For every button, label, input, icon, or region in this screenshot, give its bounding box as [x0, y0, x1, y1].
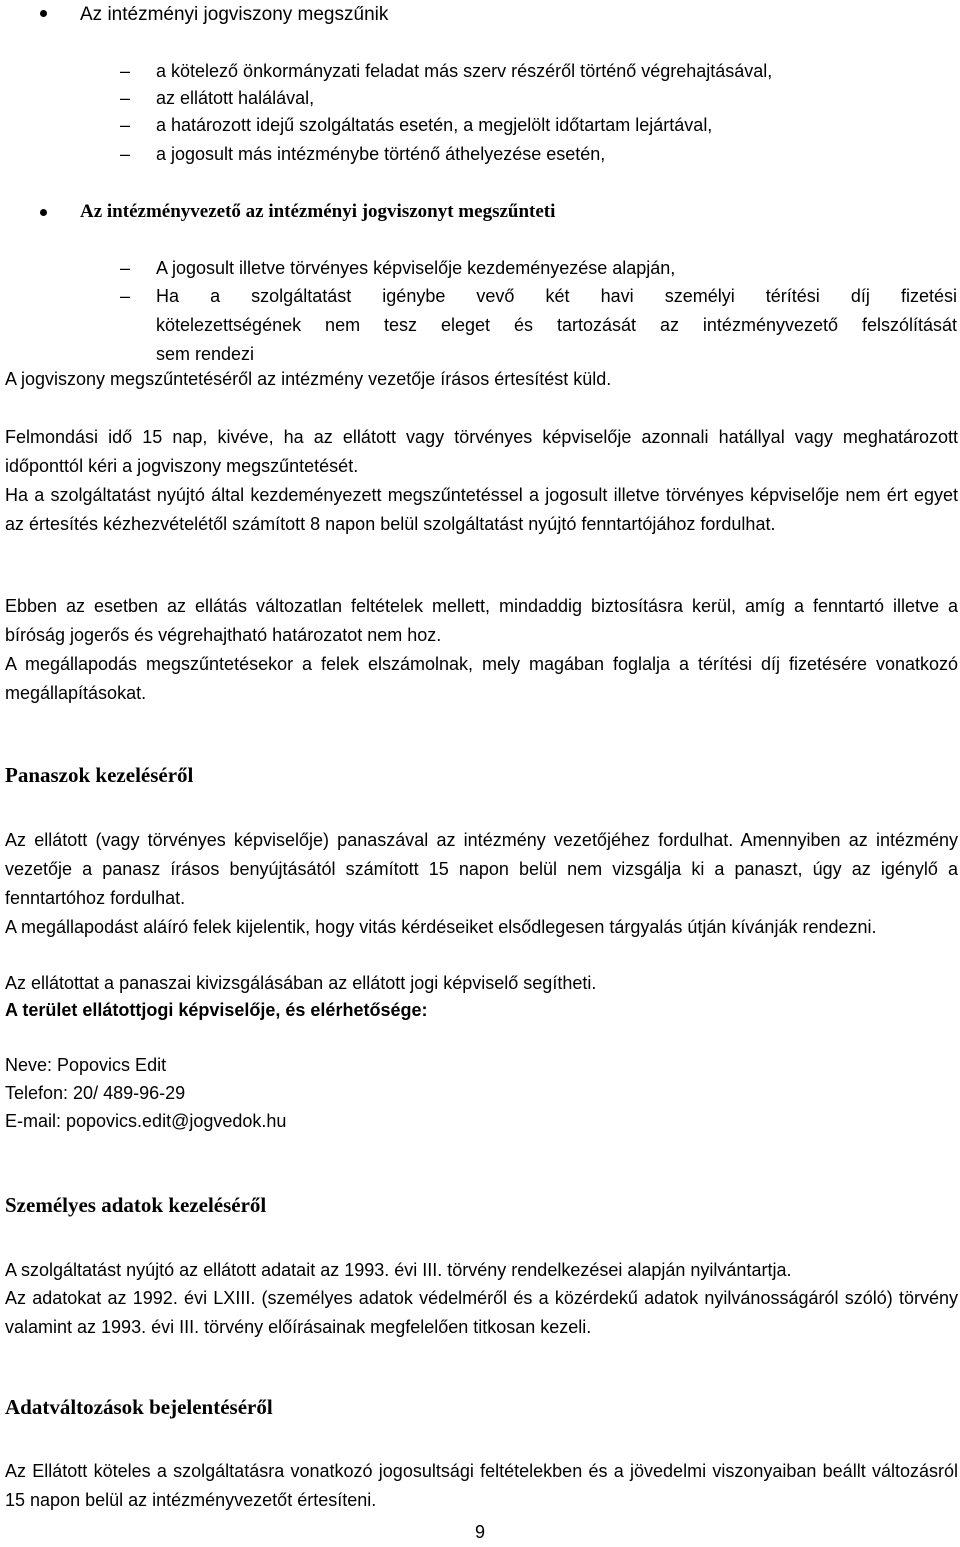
page-number: 9 [474, 1522, 485, 1542]
contact-name: Neve: Popovics Edit [5, 1055, 167, 1075]
section-heading: Panaszok kezeléséről [5, 763, 194, 787]
paragraph: Az ellátottat a panaszai kivizsgálásában az ellátott jogi képviselő segítheti. [5, 973, 597, 993]
list-item-continued: kötelezettségének nem tesz eleget és tartozását az intézményvezető felszólítását [156, 315, 957, 335]
section1-title: Az intézményi jogviszony megszűnik [80, 4, 389, 25]
paragraph: Az Ellátott köteles a szolgáltatásra vonatkozó jogosultsági feltételekben és a jövedelmi viszonyaiban beállt változásról 15 napon belül az intézményvezetőt értesíteni. [5, 1461, 958, 1510]
list-item: a jogosult más intézménybe történő áthelyezése esetén, [156, 144, 606, 164]
dash-icon: – [120, 61, 131, 81]
paragraph: A megállapodás megszűntetésekor a felek elszámolnak, mely magában foglalja a térítési díj fizetésére vonatkozó megállapításokat. [5, 654, 958, 703]
bullet-icon [40, 10, 47, 17]
list-item: Ha a szolgáltatást igénybe vevő két havi személyi térítési díj fizetési [156, 286, 957, 306]
paragraph: Ha a szolgáltatást nyújtó által kezdeményezett megszűntetéssel a jogosult illetve törvényes képviselője nem ért egyet az értesítés kézhezvételétől számított 8 napon belül szolgáltatást nyújtó fenntartójához fordulhat. [5, 485, 958, 534]
list-item: a kötelező önkormányzati feladat más szerv részéről történő végrehajtásával, [156, 61, 773, 81]
list-item-continued: sem rendezi [156, 344, 255, 364]
paragraph: Az adatokat az 1992. évi LXIII. (személyes adatok védelméről és a közérdekű adatok nyilvánosságáról szóló) törvény valamint az 1993. évi III. törvény előírásainak megfelelően titkosan kezeli. [5, 1288, 958, 1337]
contact-email: E-mail: popovics.edit@jogvedok.hu [5, 1111, 287, 1131]
section-heading: Adatváltozások bejelentéséről [5, 1395, 273, 1419]
paragraph: A megállapodást aláíró felek kijelentik, hogy vitás kérdéseiket elsődlegesen tárgyalás útján kívánják rendezni. [5, 917, 877, 937]
paragraph: Felmondási idő 15 nap, kivéve, ha az ellátott vagy törvényes képviselője azonnali hatállyal vagy meghatározott időponttól kéri a jogviszony megszűntetését. [5, 427, 958, 476]
dash-icon: – [120, 144, 131, 164]
section-heading: Személyes adatok kezeléséről [5, 1193, 267, 1217]
dash-icon: – [120, 258, 131, 278]
contact-phone: Telefon: 20/ 489-96-29 [5, 1083, 186, 1103]
list-item: az ellátott halálával, [156, 88, 315, 108]
paragraph: Ebben az esetben az ellátás változatlan feltételek mellett, mindaddig biztosításra kerül, amíg a fenntartó illetve a bíróság jogerős és végrehajtható határozatot nem hoz. [5, 596, 958, 645]
bold-label: A terület ellátottjogi képviselője, és elérhetősége: [5, 1000, 428, 1020]
dash-icon: – [120, 115, 131, 135]
paragraph: A jogviszony megszűntetéséről az intézmény vezetője írásos értesítést küld. [5, 369, 612, 389]
list-item: a határozott idejű szolgáltatás esetén, a megjelölt időtartam lejártával, [156, 115, 713, 135]
paragraph: Az ellátott (vagy törvényes képviselője) panaszával az intézmény vezetőjéhez fordulhat. Amennyiben az intézmény vezetője a panasz írásos benyújtásától számított 15 napon belül nem vizsgálja ki a panaszt, úgy az igénylő a fenntartóhoz fordulhat. [5, 830, 958, 908]
dash-icon: – [120, 286, 131, 306]
section2-title: Az intézményvezető az intézményi jogviszonyt megszűnteti [80, 201, 556, 222]
list-item: A jogosult illetve törvényes képviselője kezdeményezése alapján, [156, 258, 676, 278]
dash-icon: – [120, 88, 131, 108]
paragraph: A szolgáltatást nyújtó az ellátott adatait az 1993. évi III. törvény rendelkezései alapján nyilvántartja. [5, 1260, 792, 1280]
bullet-icon [40, 209, 47, 216]
